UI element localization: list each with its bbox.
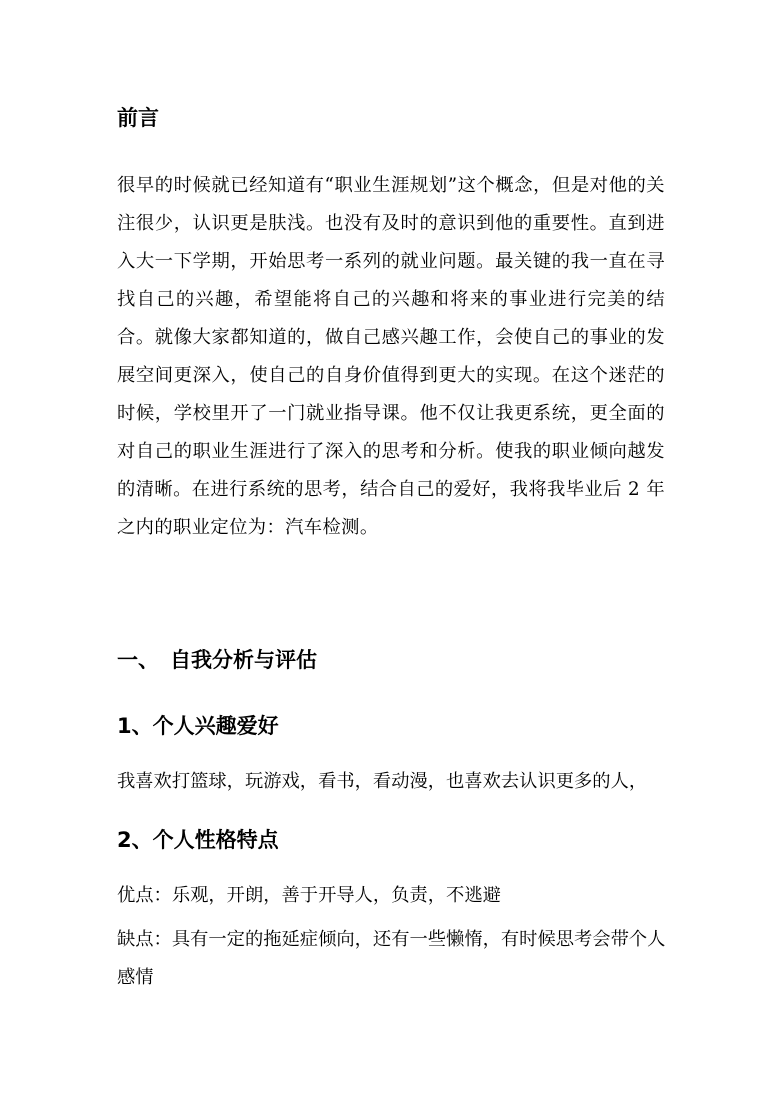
section-1-number: 一、	[117, 648, 159, 672]
weaknesses-text-line-1: 缺点：具有一定的拖延症倾向，还有一些懒惰，有时候思考会带个人	[117, 929, 666, 950]
section-1-heading	[117, 646, 317, 674]
interests-heading: 1、个人兴趣爱好	[117, 714, 279, 738]
preface-paragraph: 很早的时候就已经知道有“职业生涯规划”这个概念，但是对他的关注很少，认识更是肤浅。也没有及时的意识到他的重要性。直到进入大一下学期，开始思考一系列的就业问题。最关键的我一直在寻找自己的兴趣，希望能将自己的兴趣和将来的事业进行完美的结合。就像大家都知道的，做自己感兴趣工作，会使自己的事业的发展空间更深入，使自己的自身价值得到更大的实现。在这个迷茫的时候，学校里开了一门就业指导课。他不仅让我更系统，更全面的对自己的职业生涯进行了深入的思考和分析。使我的职业倾向越发的清晰。在进行系统的思考，结合自己的爱好，我将我毕业后 2 年之内的职业定位为：汽车检测。	[117, 175, 665, 538]
preface-heading: 前言	[117, 106, 159, 130]
personality-heading: 2、个人性格特点	[117, 828, 279, 852]
strengths-text: 优点：乐观，开朗，善于开导人，负责，不逃避	[117, 885, 501, 906]
section-1-title: 自我分析与评估	[170, 648, 317, 672]
weaknesses-text-line-2: 感情	[117, 967, 154, 988]
interests-text: 我喜欢打篮球，玩游戏，看书，看动漫，也喜欢去认识更多的人，	[117, 771, 648, 792]
